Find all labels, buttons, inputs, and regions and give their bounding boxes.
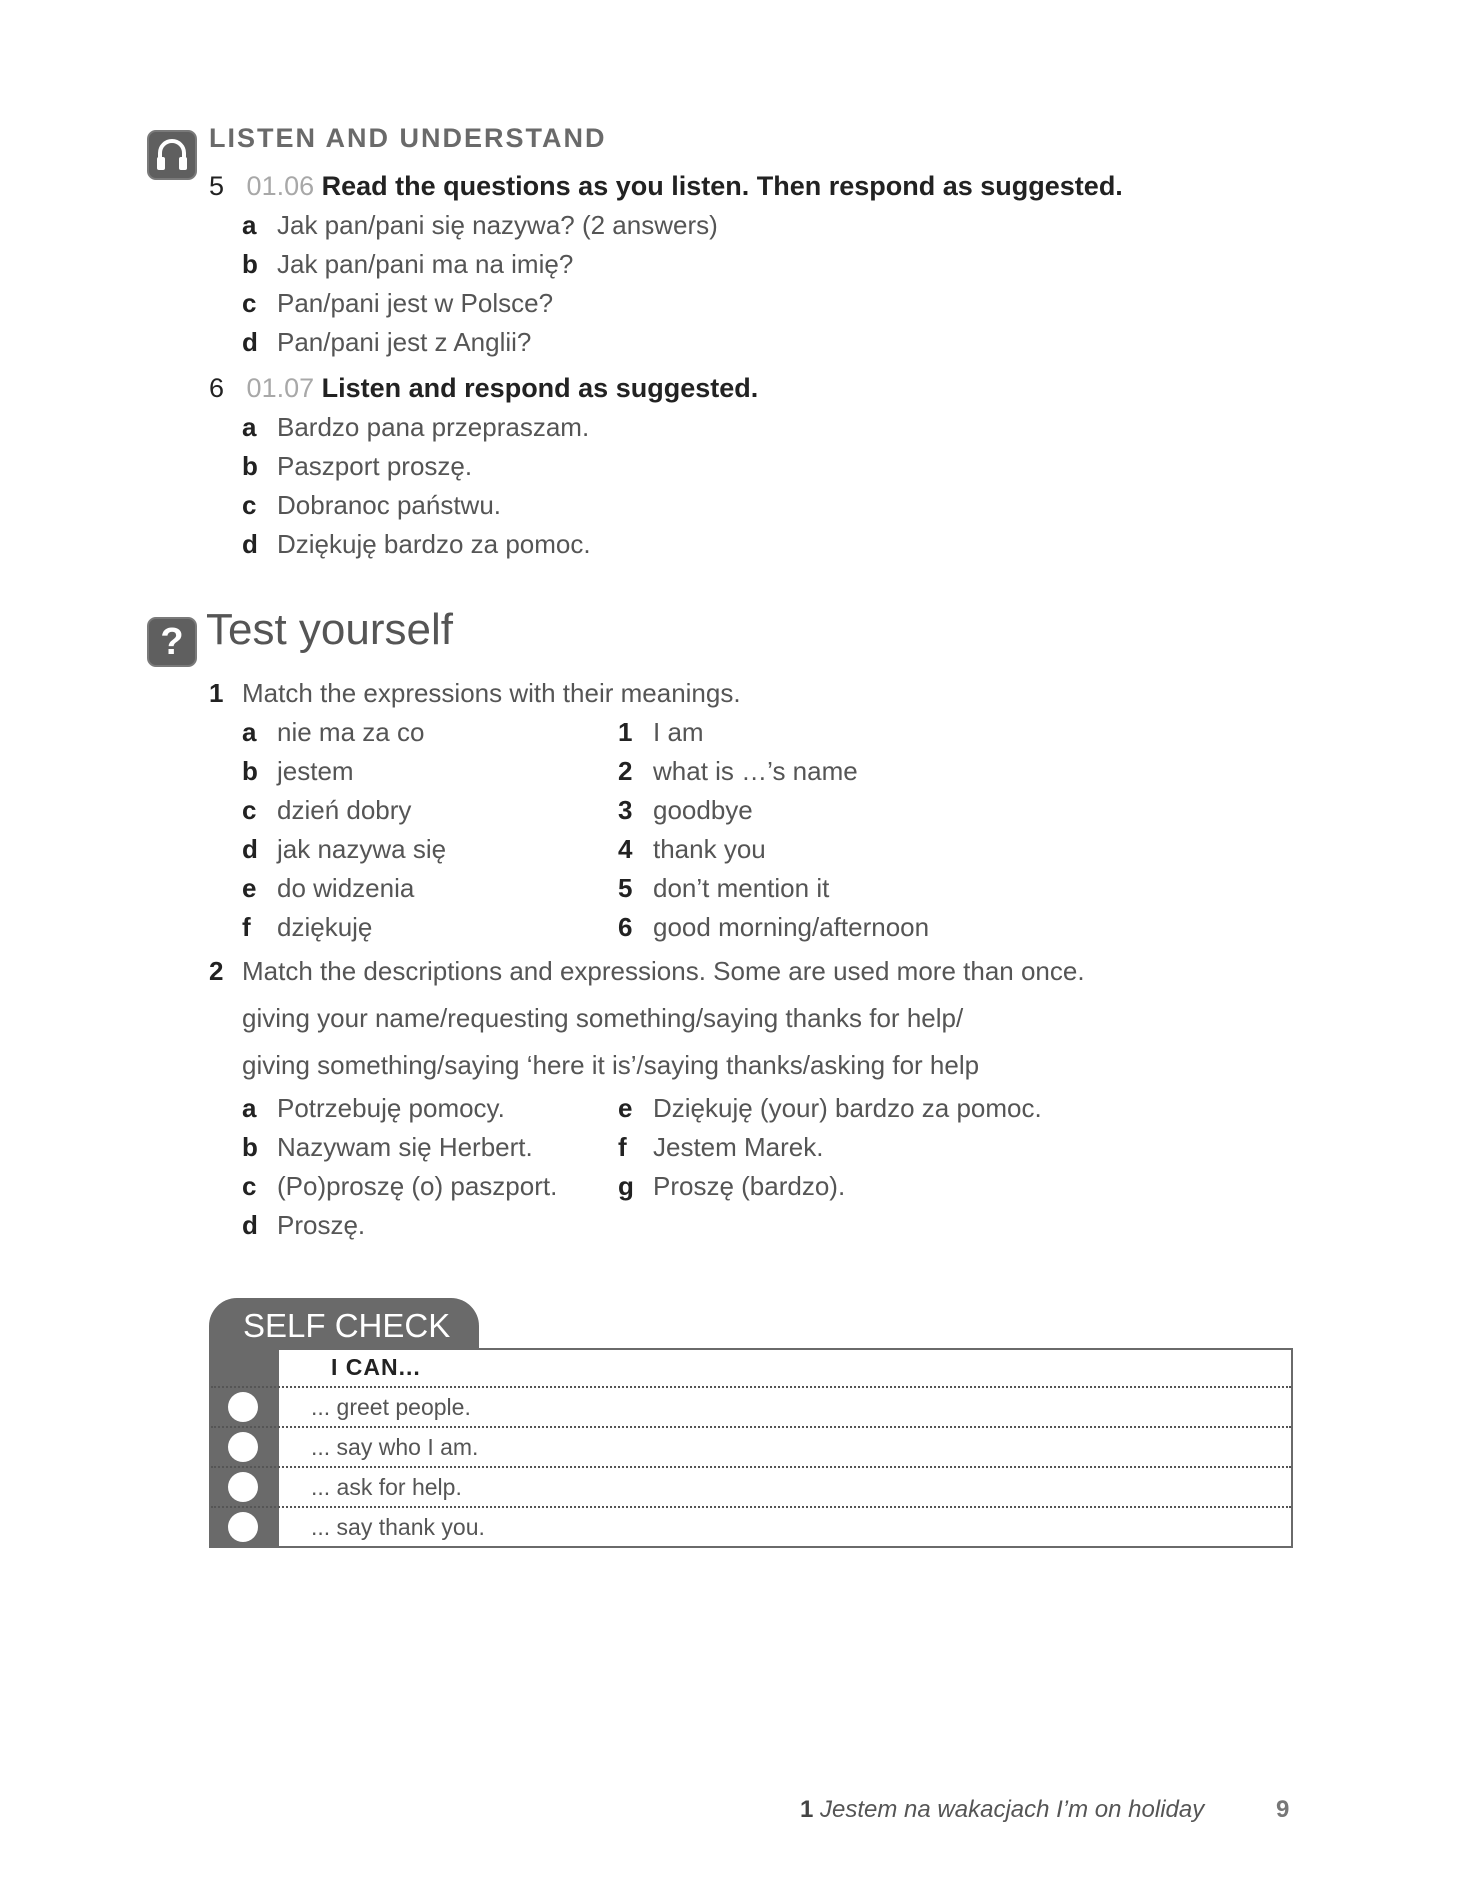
exercise-1-heading — [209, 678, 741, 709]
list-item: d Pan/pani jest z Anglii? — [242, 327, 532, 357]
list-item: c Dobranoc państwu. — [242, 490, 502, 520]
list-item: c dzień dobry — [242, 795, 412, 825]
audio-track: 01.06 — [246, 171, 315, 201]
exercise-number: 5 — [209, 171, 225, 201]
list-item: c Pan/pani jest w Polsce? — [242, 288, 554, 318]
list-item: c (Po)proszę (o) paszport. — [242, 1171, 558, 1201]
self-check-tab — [209, 1298, 479, 1350]
footer-unit-title — [800, 1796, 1204, 1824]
footer-unit-text: Jestem na wakacjach I’m on holiday — [820, 1796, 1205, 1823]
list-item: 4 thank you — [618, 834, 766, 864]
list-item: d jak nazywa się — [242, 834, 447, 864]
exercise-2-heading — [209, 956, 1085, 987]
check-circle[interactable] — [228, 1432, 258, 1462]
list-item: b Jak pan/pani ma na imię? — [242, 249, 574, 279]
exercise-5-list — [242, 210, 718, 366]
section-heading-test: Test yourself — [206, 605, 453, 654]
list-item: a Potrzebuję pomocy. — [242, 1093, 505, 1123]
exercise-1-left-column — [242, 717, 446, 951]
list-item: f Jestem Marek. — [618, 1132, 824, 1162]
list-item: f dziękuję — [242, 912, 373, 942]
exercise-2-descriptions-1: giving your name/requesting something/saying thanks for help/ — [242, 1003, 964, 1033]
self-check-item: ... say who I am. — [311, 1434, 479, 1460]
self-check-row — [211, 1386, 1291, 1426]
exercise-6-list — [242, 412, 591, 568]
list-item: e do widzenia — [242, 873, 415, 903]
self-check-item: ... ask for help. — [311, 1474, 462, 1500]
list-item: 1 I am — [618, 717, 704, 747]
list-item: 5 don’t mention it — [618, 873, 830, 903]
self-check-item: ... greet people. — [311, 1394, 471, 1420]
self-check-header: I CAN... — [331, 1354, 421, 1380]
footer-unit-number: 1 — [800, 1796, 814, 1823]
list-item: d Dziękuję bardzo za pomoc. — [242, 529, 591, 559]
check-circle[interactable] — [228, 1472, 258, 1502]
self-check-row — [211, 1426, 1291, 1466]
exercise-number: 6 — [209, 373, 225, 403]
list-item: a Bardzo pana przepraszam. — [242, 412, 590, 442]
self-check-table — [209, 1348, 1293, 1548]
list-item: 2 what is …’s name — [618, 756, 858, 786]
list-item: b Nazywam się Herbert. — [242, 1132, 533, 1162]
exercise-2-left-column — [242, 1093, 557, 1249]
exercise-2-descriptions-2: giving something/saying ‘here it is’/saying thanks/asking for help — [242, 1050, 980, 1080]
list-item: g Proszę (bardzo). — [618, 1171, 846, 1201]
list-item: 6 good morning/afternoon — [618, 912, 930, 942]
exercise-2-right-column — [618, 1093, 1042, 1210]
exercise-instruction: Match the descriptions and expressions. Some are used more than once. — [242, 956, 1085, 986]
section-heading-listen: LISTEN AND UNDERSTAND — [209, 123, 607, 153]
check-circle[interactable] — [228, 1392, 258, 1422]
list-item: b Paszport proszę. — [242, 451, 473, 481]
page-number: 9 — [1276, 1796, 1290, 1823]
exercise-5-heading — [209, 171, 1123, 202]
list-item: a nie ma za co — [242, 717, 425, 747]
list-item: b jestem — [242, 756, 354, 786]
exercise-1-right-column — [618, 717, 929, 951]
self-check-header-row — [279, 1350, 1291, 1386]
self-check-title: SELF CHECK — [243, 1307, 451, 1344]
check-circle[interactable] — [228, 1512, 258, 1542]
self-check-row — [211, 1466, 1291, 1506]
exercise-instruction: Match the expressions with their meanings. — [242, 678, 741, 708]
list-item: 3 goodbye — [618, 795, 753, 825]
exercise-number: 1 — [209, 678, 224, 708]
exercise-6-heading — [209, 373, 758, 404]
self-check-row — [211, 1506, 1291, 1546]
list-item: d Proszę. — [242, 1210, 366, 1240]
headphones-icon — [147, 130, 197, 180]
list-item: a Jak pan/pani się nazywa? (2 answers) — [242, 210, 718, 240]
question-mark-icon: ? — [147, 617, 197, 667]
list-item: e Dziękuję (your) bardzo za pomoc. — [618, 1093, 1042, 1123]
audio-track: 01.07 — [246, 373, 315, 403]
exercise-instruction: Listen and respond as suggested. — [321, 373, 759, 403]
exercise-instruction: Read the questions as you listen. Then respond as suggested. — [321, 171, 1123, 201]
self-check-item: ... say thank you. — [311, 1514, 485, 1540]
exercise-number: 2 — [209, 956, 224, 986]
